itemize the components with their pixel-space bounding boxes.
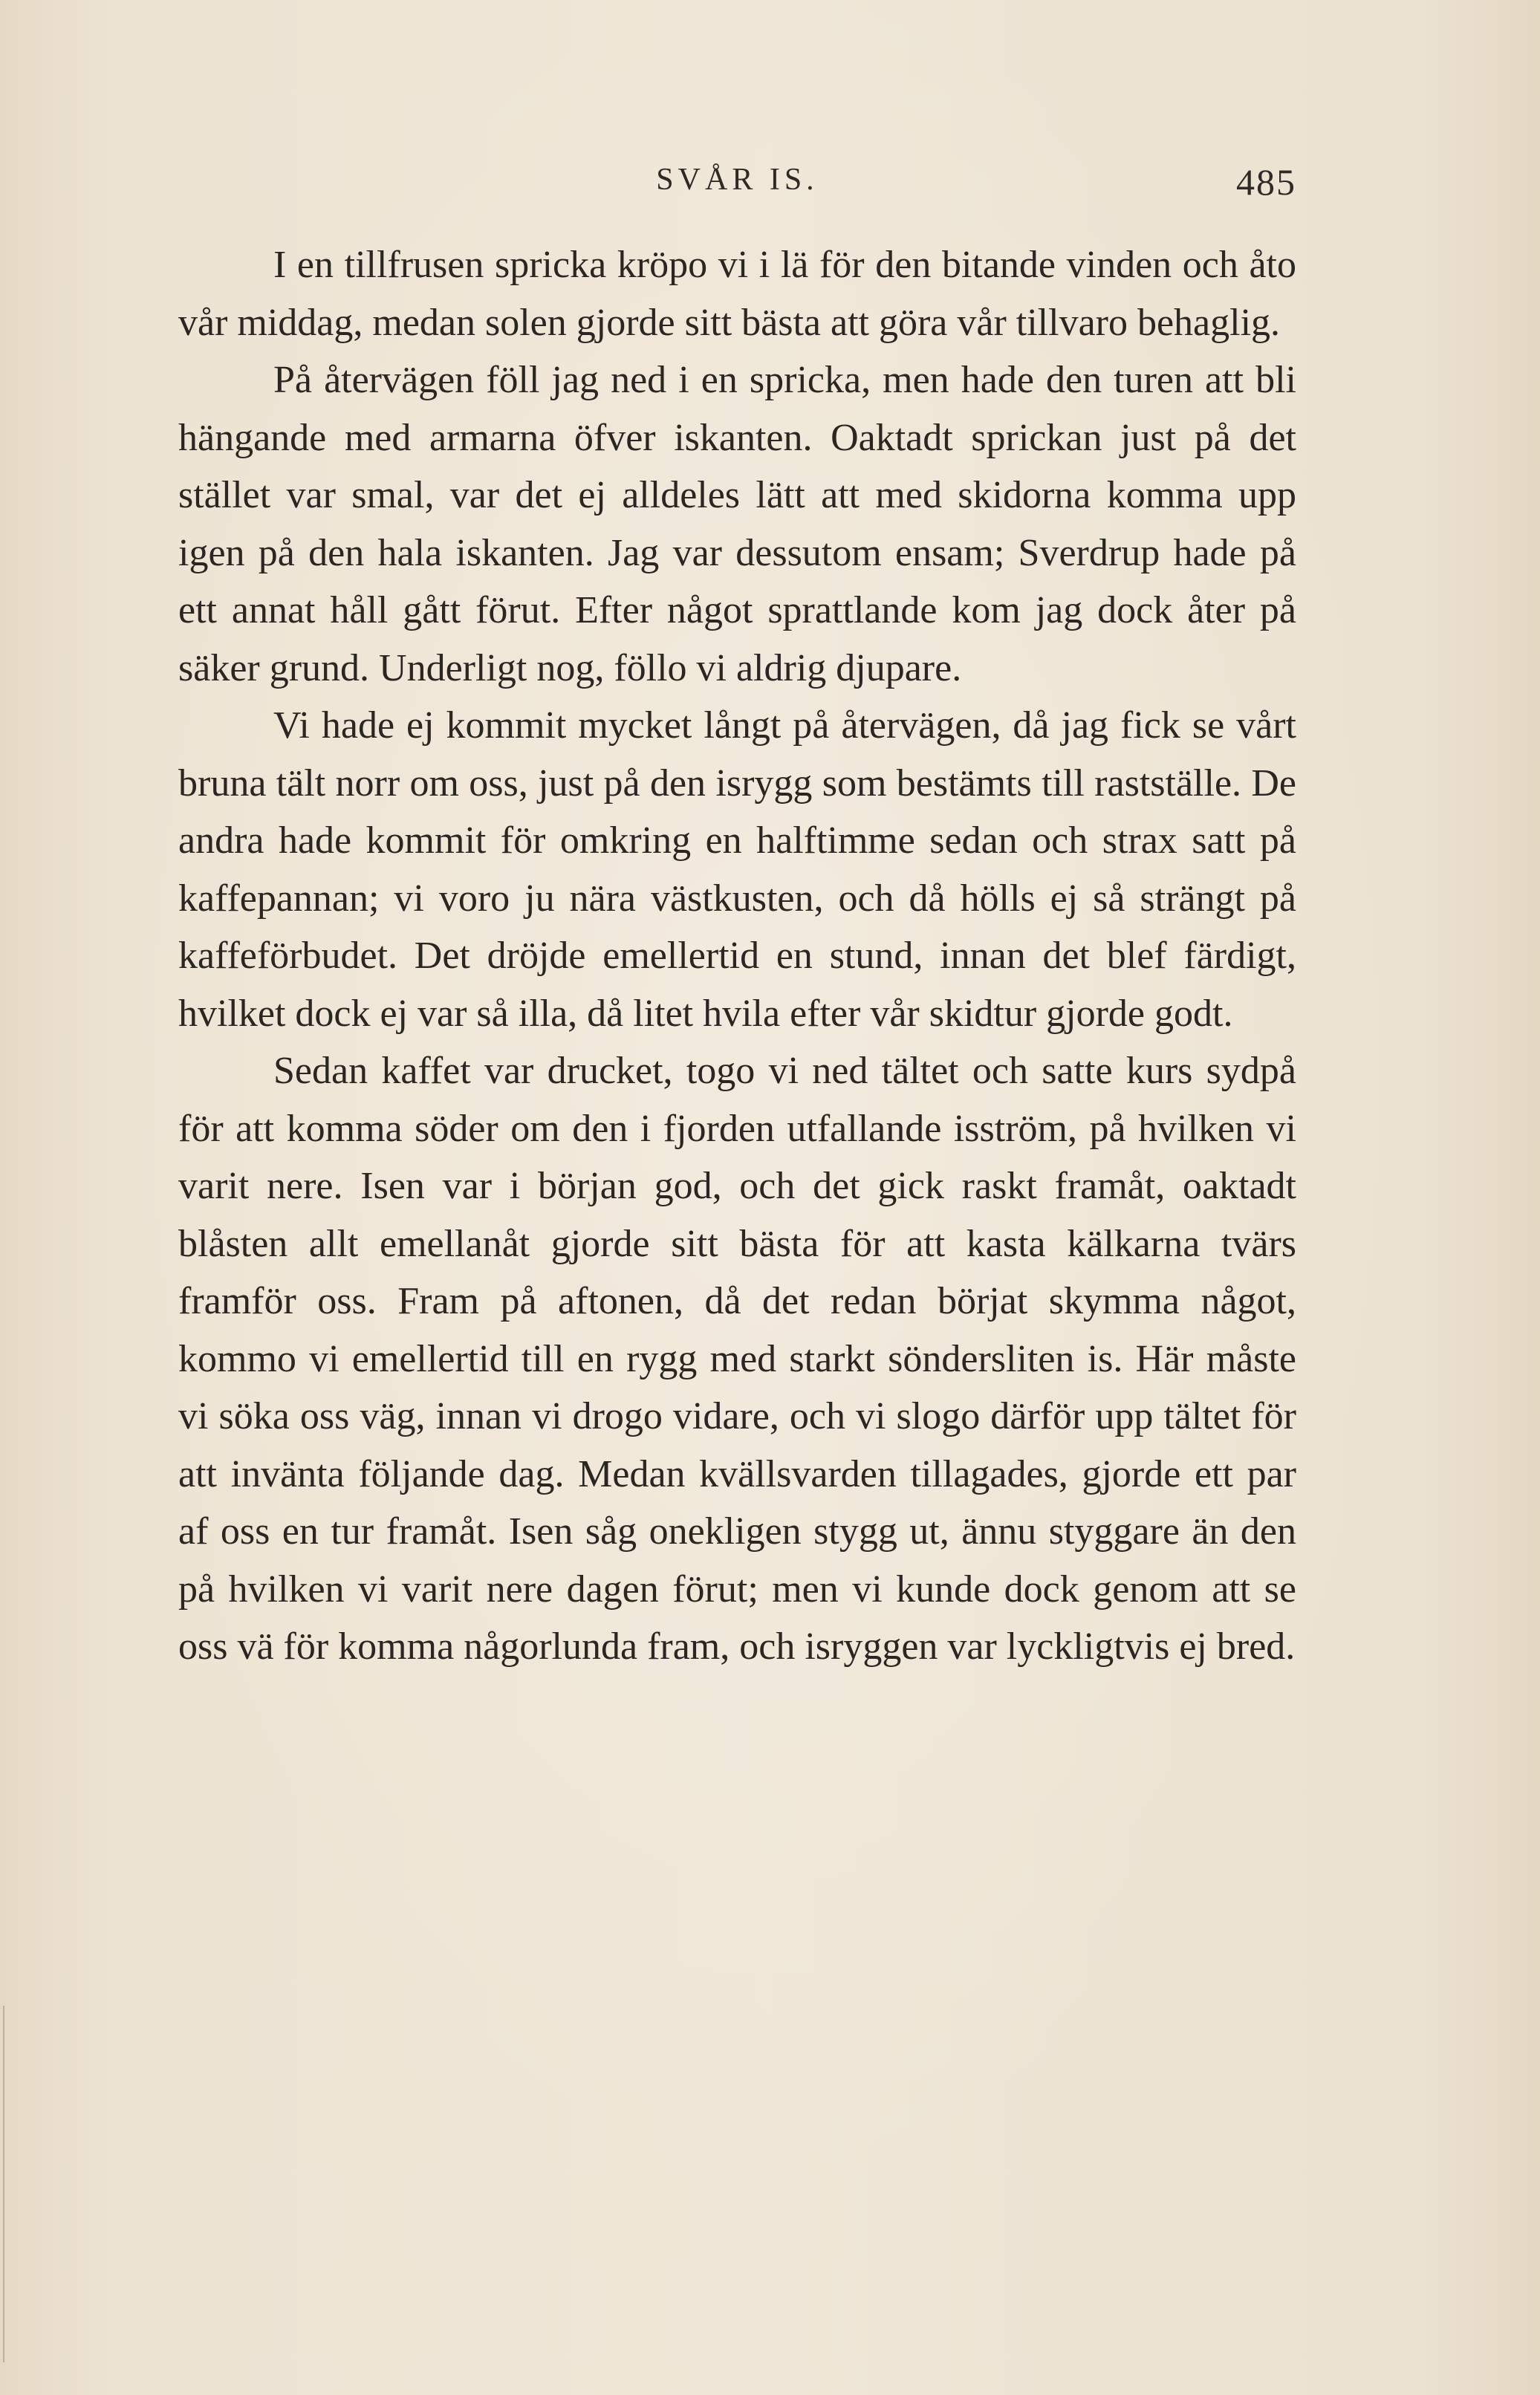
page-edge-line	[3, 2006, 4, 2362]
paragraph: I en tillfrusen spricka kröpo vi i lä för den bitande vinden och åto vår middag, medan solen gjorde sitt bästa att göra vår tillvaro behaglig.	[178, 244, 1296, 344]
paragraph: Sedan kaffet var drucket, togo vi ned tältet och satte kurs sydpå för att komma söder om den i fjorden utfallande isström, på hvilken vi varit nere. Isen var i början god, och det gick raskt framåt, oaktadt blåsten allt emellanåt gjorde sitt bästa för att kasta kälkarna tvärs framför oss. Fram på aftonen, då det redan börjat skymma något, kommo vi emellertid till en rygg med starkt söndersliten is. Här måste vi söka oss väg, innan vi drogo vidare, och vi slogo därför upp tältet för att invänta följande dag. Medan kvällsvarden tillagades, gjorde ett par af oss en tur framåt. Isen såg onekligen stygg ut, ännu styggare än den på hvilken vi varit nere dagen förut; men vi kunde dock genom att se oss vä för komma någorlunda fram, och isryggen var lyckligtvis ej bred.	[178, 1050, 1296, 1668]
page-number: 485	[1236, 161, 1296, 203]
paragraph: På återvägen föll jag ned i en spricka, men hade den turen att bli hängande med armarna öfver iskanten. Oaktadt sprickan just på det stället var smal, var det ej alldeles lätt att med skidorna komma upp igen på den hala iskanten. Jag var dessutom ensam; Sverdrup hade på ett annat håll gått förut. Efter något sprattlande kom jag dock åter på säker grund. Underligt nog, föllo vi aldrig djupare.	[178, 359, 1296, 689]
body-text	[178, 236, 1296, 1676]
paragraph: Vi hade ej kommit mycket långt på återvägen, då jag fick se vårt bruna tält norr om oss, just på den isrygg som bestämts till rastställe. De andra hade kommit för omkring en halftimme sedan och strax satt på kaffepannan; vi voro ju nära västkusten, och då hölls ej så strängt på kaffeförbudet. Det dröjde emellertid en stund, innan det blef färdigt, hvilket dock ej var så illa, då litet hvila efter vår skidtur gjorde godt.	[178, 704, 1296, 1035]
running-title: SVÅR IS.	[656, 163, 819, 197]
page-header	[178, 162, 1296, 207]
